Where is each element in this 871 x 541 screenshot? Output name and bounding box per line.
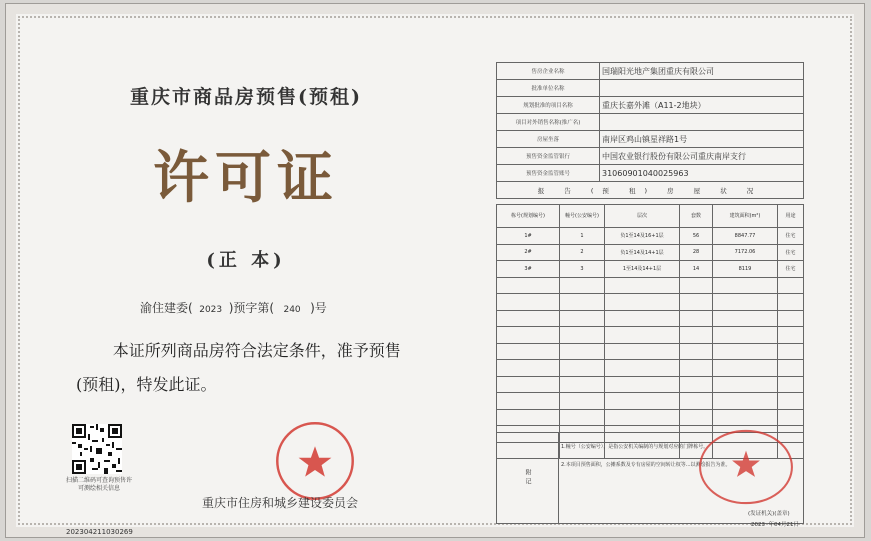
units-cell xyxy=(680,393,713,410)
units-row xyxy=(497,244,804,261)
units-cell xyxy=(497,360,560,377)
units-cell xyxy=(497,277,560,294)
info-value: 国瑞阳光地产集团重庆有限公司 xyxy=(600,63,804,80)
units-cell: 负1至14及14+1层 xyxy=(605,244,680,261)
presale-seal-icon xyxy=(696,426,796,508)
units-row xyxy=(497,294,804,311)
note-line: 2.本项目预售面积，公摊系数及专有房屋的空间转让权等...以测绘报告为准。 xyxy=(561,462,731,468)
units-header: 层次 xyxy=(605,205,680,228)
units-cell xyxy=(778,393,804,410)
units-cell xyxy=(778,376,804,393)
units-cell xyxy=(680,343,713,360)
units-cell: 负1至14及16+1层 xyxy=(605,228,680,245)
units-cell xyxy=(497,310,560,327)
units-cell xyxy=(778,409,804,426)
info-value: 31060901040025963 xyxy=(600,165,804,182)
units-cell xyxy=(778,310,804,327)
permit-number xyxy=(140,299,327,316)
units-cell xyxy=(497,393,560,410)
units-table xyxy=(496,204,804,459)
units-cell xyxy=(713,376,778,393)
permit-year: 2023 xyxy=(199,305,223,315)
units-header: 用途 xyxy=(778,205,804,228)
info-label: 规划批准的项目名称 xyxy=(497,97,600,114)
units-cell xyxy=(497,409,560,426)
units-cell xyxy=(560,409,605,426)
units-cell: 1 xyxy=(560,228,605,245)
units-cell xyxy=(713,277,778,294)
units-row xyxy=(497,376,804,393)
units-cell xyxy=(680,376,713,393)
units-cell xyxy=(605,360,680,377)
units-header: 幢号(公安编号) xyxy=(560,205,605,228)
serial-number: 2023042110302​69 xyxy=(66,528,133,536)
units-cell xyxy=(497,327,560,344)
units-cell xyxy=(778,327,804,344)
units-cell xyxy=(713,294,778,311)
units-cell xyxy=(497,294,560,311)
units-cell xyxy=(680,360,713,377)
units-cell xyxy=(560,327,605,344)
units-cell xyxy=(713,343,778,360)
units-cell: 2 xyxy=(560,244,605,261)
units-row xyxy=(497,409,804,426)
permit-num: 240 xyxy=(283,305,301,315)
units-row xyxy=(497,228,804,245)
info-label: 项目对外销售名称(推广名) xyxy=(497,114,600,131)
units-cell xyxy=(680,409,713,426)
certificate-title-main: 许可证 xyxy=(153,145,339,211)
issue-year: 2023 xyxy=(751,522,765,528)
units-cell xyxy=(605,393,680,410)
issuer-seal-icon xyxy=(274,420,356,502)
info-value: 南岸区鸡山镇星祥路1号 xyxy=(600,131,804,148)
units-cell xyxy=(680,294,713,311)
units-cell xyxy=(713,327,778,344)
units-cell: 1至14及14+1层 xyxy=(605,261,680,278)
issue-day: 21 xyxy=(786,522,794,528)
info-value xyxy=(600,114,804,131)
units-cell xyxy=(605,294,680,311)
units-cell xyxy=(497,376,560,393)
info-value: 重庆长嘉外滩（A11-2地块） xyxy=(600,97,804,114)
units-cell xyxy=(680,277,713,294)
units-cell xyxy=(778,277,804,294)
units-header: 建筑面积(m²) xyxy=(713,205,778,228)
units-header: 套数 xyxy=(680,205,713,228)
permit-prefix: 渝住建委( xyxy=(140,301,193,315)
units-cell xyxy=(713,393,778,410)
units-cell xyxy=(605,310,680,327)
info-label: 预售资金监管账号 xyxy=(497,165,600,182)
info-value xyxy=(600,80,804,97)
units-cell: 28 xyxy=(680,244,713,261)
units-cell xyxy=(560,376,605,393)
info-value: 中国农业银行股份有限公司重庆南岸支行 xyxy=(600,148,804,165)
units-header: 栋号(规划编号) xyxy=(497,205,560,228)
units-cell xyxy=(605,409,680,426)
issue-label: (发证机关)(盖章) xyxy=(748,511,790,517)
units-cell xyxy=(497,343,560,360)
info-label: 批准单位名称 xyxy=(497,80,600,97)
units-cell xyxy=(713,310,778,327)
units-cell xyxy=(560,360,605,377)
permit-middle: )预字第( xyxy=(228,301,275,315)
project-info-table xyxy=(496,62,804,199)
units-cell xyxy=(778,360,804,377)
units-cell: 3# xyxy=(497,261,560,278)
qr-caption: 扫描二维码可查询预售许可测绘相关信息 xyxy=(65,477,132,492)
notes-label: 附记 xyxy=(497,433,559,523)
units-cell xyxy=(560,393,605,410)
units-cell xyxy=(560,294,605,311)
units-row xyxy=(497,327,804,344)
units-cell: 1# xyxy=(497,228,560,245)
issuer-name: 重庆市住房和城乡建设委员会 xyxy=(202,496,359,510)
units-row xyxy=(497,360,804,377)
units-cell xyxy=(605,343,680,360)
issue-date: 2023 年04月21日 xyxy=(751,522,800,528)
units-cell xyxy=(713,409,778,426)
units-cell xyxy=(680,327,713,344)
units-cell xyxy=(605,277,680,294)
units-cell: 56 xyxy=(680,228,713,245)
copy-label: (正 本) xyxy=(206,250,286,271)
certificate xyxy=(6,4,864,537)
info-label: 预售资金监管银行 xyxy=(497,148,600,165)
units-cell xyxy=(713,360,778,377)
units-cell xyxy=(560,310,605,327)
note-line: 1.幢号（公安编号），是指公安机关编制的与规划对应的门牌栋号。 xyxy=(561,444,709,450)
units-row xyxy=(497,393,804,410)
units-cell xyxy=(560,277,605,294)
units-cell xyxy=(560,343,605,360)
units-cell: 2# xyxy=(497,244,560,261)
units-cell: 14 xyxy=(680,261,713,278)
units-row xyxy=(497,277,804,294)
permit-suffix: )号 xyxy=(310,301,327,315)
info-label: 房屋坐落 xyxy=(497,131,600,148)
status-title: 报 告 (预 租) 房 屋 状 况 xyxy=(497,182,804,199)
info-label: 售房企业名称 xyxy=(497,63,600,80)
units-cell: 住宅 xyxy=(778,244,804,261)
units-cell: 住宅 xyxy=(778,228,804,245)
units-cell: 住宅 xyxy=(778,261,804,278)
qr-code-icon[interactable] xyxy=(72,424,122,474)
units-row xyxy=(497,261,804,278)
units-row xyxy=(497,310,804,327)
units-cell xyxy=(778,294,804,311)
units-cell xyxy=(680,310,713,327)
units-cell xyxy=(778,343,804,360)
certificate-title-top: 重庆市商品房预售(预租) xyxy=(130,86,362,108)
issue-month: 04 xyxy=(774,522,781,528)
units-cell xyxy=(605,327,680,344)
units-cell xyxy=(605,376,680,393)
units-cell: 7172.06 xyxy=(713,244,778,261)
units-row xyxy=(497,343,804,360)
permit-statement: 本证所列商品房符合法定条件，准予预售(预租)，特发此证。 xyxy=(76,341,401,394)
units-cell: 8119 xyxy=(713,261,778,278)
units-cell: 8847.77 xyxy=(713,228,778,245)
units-cell: 3 xyxy=(560,261,605,278)
